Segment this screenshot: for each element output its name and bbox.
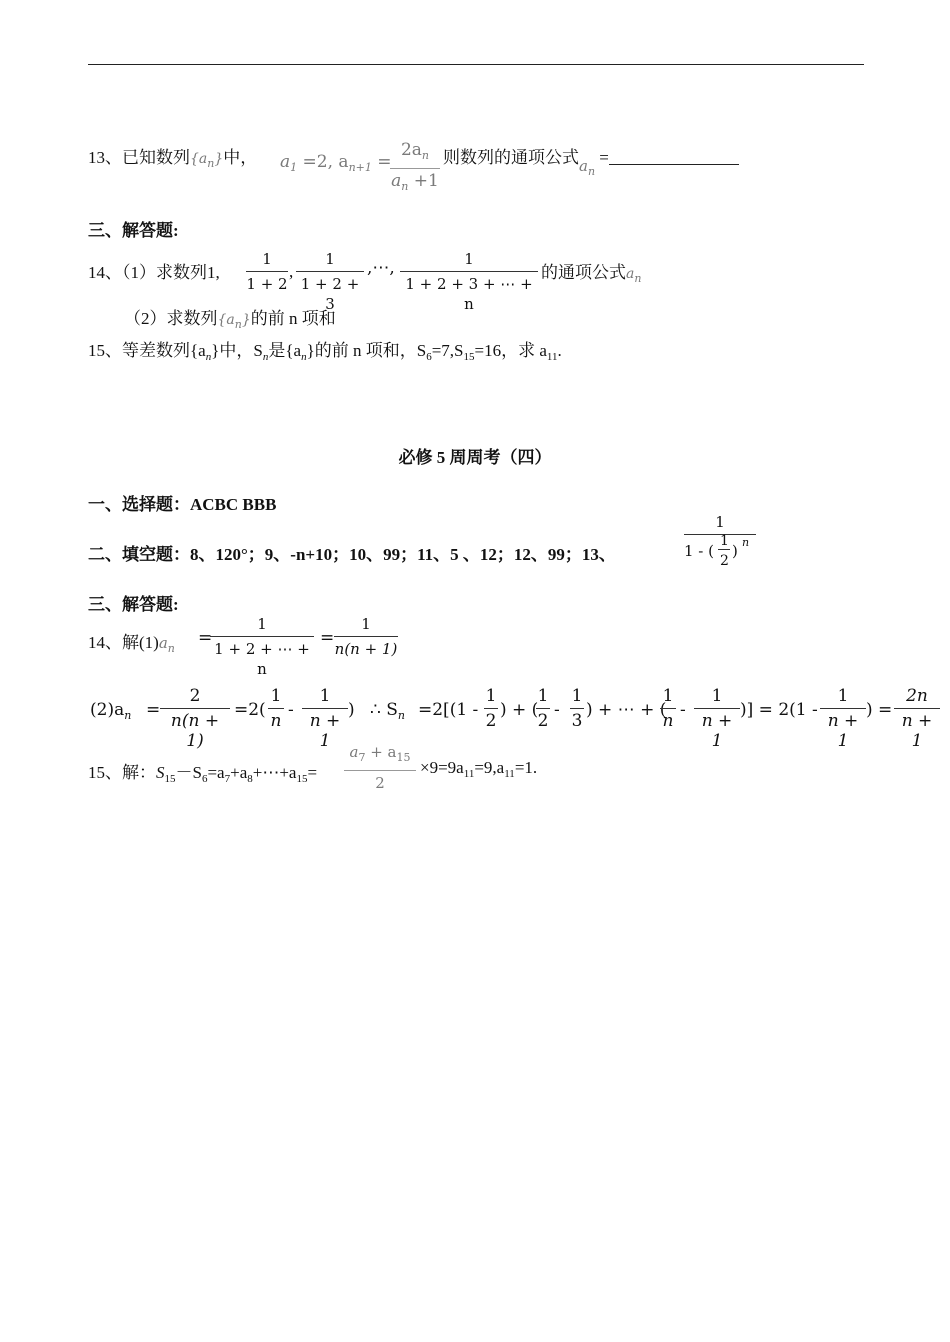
q13-tail <box>443 143 739 178</box>
q13-cond-sub2: n+1 <box>348 161 372 174</box>
q14-lead <box>88 258 220 283</box>
a14-2-minus: - <box>288 700 294 720</box>
a14-2-t-den: 3 <box>571 711 583 731</box>
a14-2-n1-num: 1 <box>711 686 723 706</box>
a14-2-plus2: ) + ⋯ + ( <box>586 700 667 720</box>
q15-t3: 是{a <box>268 341 302 360</box>
a15-t1: －S <box>175 763 202 782</box>
q14-number: 14、（1）求数列 <box>88 263 207 282</box>
q13-fraction <box>390 140 440 197</box>
a14-2-f-den: n(n + 1) <box>170 711 220 751</box>
q14-part2-seq: {a <box>217 312 235 328</box>
q14-f1-den: 1 + 2 <box>246 275 288 293</box>
a14-2-frac-t <box>570 686 584 731</box>
q14-part2-a: （2）求数列 <box>124 309 218 328</box>
a14-2-fa-den: n <box>270 711 282 731</box>
q13-answer-blank <box>609 148 739 165</box>
q15-sub2: n <box>262 351 269 363</box>
a15-line <box>88 758 317 785</box>
q13-eq: = <box>595 148 609 167</box>
answers-fill-frac <box>684 512 756 577</box>
a14-2-frac <box>160 686 230 751</box>
a14-2-close: ) <box>348 700 355 720</box>
q14-part2-sub: n <box>234 318 242 331</box>
a14-eq1: = <box>198 628 213 648</box>
a15-s7: 7 <box>224 773 231 785</box>
a14-f1-num: 1 <box>257 615 267 633</box>
a14-2-minus2: - <box>554 700 560 720</box>
q13-cond-a: a <box>280 152 291 172</box>
q13-frac-num-sub: n <box>421 149 430 162</box>
q15-sub6: 6 <box>426 351 432 363</box>
a14-2-plus1: ) + ( <box>500 700 539 720</box>
a15-t3: +a <box>230 763 248 782</box>
a15-t6: ×9=9a <box>420 758 464 777</box>
q13-text-a: 已知数列 <box>122 148 190 167</box>
a14-f2-den: n(n + 1) <box>334 640 398 658</box>
q13-frac-num: 2a <box>400 140 422 160</box>
a14-2-fa-num: 1 <box>270 686 282 706</box>
answers-choice: 一、选择题：ACBC BBB <box>88 495 277 514</box>
a15-s11: 11 <box>463 768 475 780</box>
q13-cond-mid: =2, a <box>297 152 349 172</box>
fill-frac-num: 1 <box>715 513 725 531</box>
a14-2-label-text: (2)a <box>90 700 125 720</box>
q14-part2-b: 的前 n 项和 <box>250 309 336 328</box>
a15-s8: 8 <box>247 773 253 785</box>
a14-2-n1-den: n + 1 <box>701 711 733 751</box>
section3-title: 三、解答题: <box>88 221 179 240</box>
a15-frac <box>344 742 416 793</box>
a14-2-h-num: 1 <box>485 686 497 706</box>
a14-2-res-den: n + 1 <box>901 711 933 751</box>
a14-2-frac-n1 <box>694 686 740 751</box>
a14-2-fin-num: 1 <box>837 686 849 706</box>
a14-2-close2: )] = 2(1 - <box>740 700 818 720</box>
header-rule <box>88 64 864 65</box>
q13-condition <box>280 152 392 174</box>
a15-t8: =1. <box>514 758 538 777</box>
q13-seq-sub: n <box>207 157 215 170</box>
q14-frac-3 <box>400 249 538 314</box>
q14-an-sub: n <box>634 272 642 285</box>
a14-2-n-num: 1 <box>662 686 674 706</box>
q13-an: a <box>579 157 588 175</box>
q13-an-sub: n <box>587 165 596 178</box>
q13-frac-den-tail: +1 <box>408 171 439 191</box>
q13-seq: {a <box>190 151 208 167</box>
q14-an: a <box>626 266 635 282</box>
a14-2-frac-b <box>302 686 348 751</box>
q13-cond-eq: = <box>371 152 392 172</box>
a14-2-n-den: n <box>662 711 674 731</box>
a14-2-minus3: - <box>680 700 686 720</box>
a15-label: 15、解： <box>88 763 156 782</box>
a14-2-eq2: =2[(1 - <box>418 700 479 720</box>
a14-2-therefore-text: ∴ S <box>370 700 398 720</box>
q15-text <box>88 336 562 363</box>
q13-text-c: 则数列的通项公式 <box>443 148 579 167</box>
a14-2-label <box>90 700 131 722</box>
q13-number: 13、 <box>88 148 122 167</box>
a14-2-t-num: 1 <box>571 686 583 706</box>
q14-part2-close: } <box>241 312 251 328</box>
q14-lead-one: 1, <box>207 263 220 282</box>
q14-frac-1 <box>246 249 288 294</box>
a14-eq2: = <box>320 628 335 648</box>
a14-2-frac-h2 <box>536 686 550 731</box>
a15-s15b: 15 <box>296 773 308 785</box>
a15-f-den: 2 <box>375 774 385 792</box>
a14-2-frac-n <box>660 686 676 731</box>
a14-2-close3: ) = <box>866 700 893 720</box>
a14-2-fin-den: n + 1 <box>827 711 859 751</box>
a14-2-frac-h <box>484 686 498 731</box>
a14-2-S-sub: n <box>397 709 405 722</box>
fill-frac-den: 1 - ( <box>684 542 714 560</box>
a14-an: a <box>158 634 168 652</box>
q14-f3-den: 1 + 2 + 3 + ⋯ + n <box>405 275 533 313</box>
a15-f-mid: + a <box>365 743 397 761</box>
q14-f2-den: 1 + 2 + 3 <box>300 275 360 313</box>
a14-2-frac-res <box>894 686 940 751</box>
answers-section3: 三、解答题: <box>88 595 179 614</box>
q14-dots: ,⋯, <box>367 258 395 278</box>
a14-2-eq: = <box>146 700 161 720</box>
a15-s6: 6 <box>201 773 208 785</box>
a14-2-h2-den: 2 <box>537 711 549 731</box>
a14-2-h2-num: 1 <box>537 686 549 706</box>
a14-2-sub: n <box>124 709 132 722</box>
a14-2-rest1: =2( <box>234 700 266 720</box>
a14-label-text: 14、解(1) <box>88 633 159 652</box>
a14-2-frac-fin <box>820 686 866 751</box>
q14-f3-num: 1 <box>464 250 474 268</box>
a15-t4: +⋯+a <box>252 763 297 782</box>
a14-2-therefore <box>370 700 405 722</box>
a14-f2-num: 1 <box>361 615 371 633</box>
a14-2-frac-a <box>268 686 284 731</box>
q13-seq-close: } <box>214 151 224 167</box>
q15-t2: }中，S <box>211 341 263 360</box>
a15-t2: =a <box>207 763 225 782</box>
fill-frac-close: ) <box>732 542 738 560</box>
a15-S: S <box>156 763 165 782</box>
a15-t5: = <box>307 763 318 782</box>
q13-text-b: 中， <box>223 148 258 167</box>
q14-f2-num: 1 <box>325 250 335 268</box>
a14-2-f-num: 2 <box>189 686 201 706</box>
a14-2-h-den: 2 <box>485 711 497 731</box>
a14-2-fb-num: 1 <box>319 686 331 706</box>
a14-frac-2 <box>334 614 398 659</box>
a15-f-num: a <box>349 743 359 761</box>
fill-exp: n <box>742 536 750 549</box>
q13-frac-den-sub: n <box>401 180 409 193</box>
a14-an-sub: n <box>167 642 175 655</box>
q15-t7: . <box>557 341 562 360</box>
fill-inner-num: 1 <box>720 533 729 549</box>
a14-2-res-num: 2n <box>906 686 928 706</box>
q13-frac-den: a <box>391 171 402 191</box>
a14-label <box>88 628 175 655</box>
answers-title: 必修 5 周周考（四） <box>398 448 552 467</box>
a15-f-s1: 7 <box>358 751 366 764</box>
a14-frac-1 <box>210 614 314 679</box>
q13-text <box>88 143 257 170</box>
q14-f1-num: 1 <box>262 250 272 268</box>
q15-sub11: 11 <box>546 351 558 363</box>
a15-s15: 15 <box>164 773 176 785</box>
q15-sub1: n <box>205 351 212 363</box>
q13-cond-sub1: 1 <box>290 161 298 174</box>
a15-tail <box>420 758 537 780</box>
q15-t5: =7,S <box>431 341 464 360</box>
a15-f-s2: 15 <box>396 751 411 764</box>
q14-tail <box>541 258 641 285</box>
q14-tail-text: 的通项公式 <box>541 263 626 282</box>
q15-t6: =16，求 a <box>474 341 547 360</box>
a14-2-fb-den: n + 1 <box>309 711 341 751</box>
q15-t4: }的前 n 项和，S <box>306 341 427 360</box>
a15-s11b: 11 <box>504 768 515 780</box>
q15-sub3: n <box>301 351 307 363</box>
a15-t7: =9,a <box>474 758 505 777</box>
a14-f1-den: 1 + 2 + ⋯ + n <box>214 640 310 678</box>
q15-sub15: 15 <box>463 351 475 363</box>
q14-part2 <box>124 304 336 331</box>
q15-t1: 15、等差数列{a <box>88 341 206 360</box>
answers-fill: 二、填空题：8、120°；9、-n+10；10、99；11、5 、12；12、99；13、 <box>88 545 616 564</box>
fill-inner-den: 2 <box>720 553 729 569</box>
